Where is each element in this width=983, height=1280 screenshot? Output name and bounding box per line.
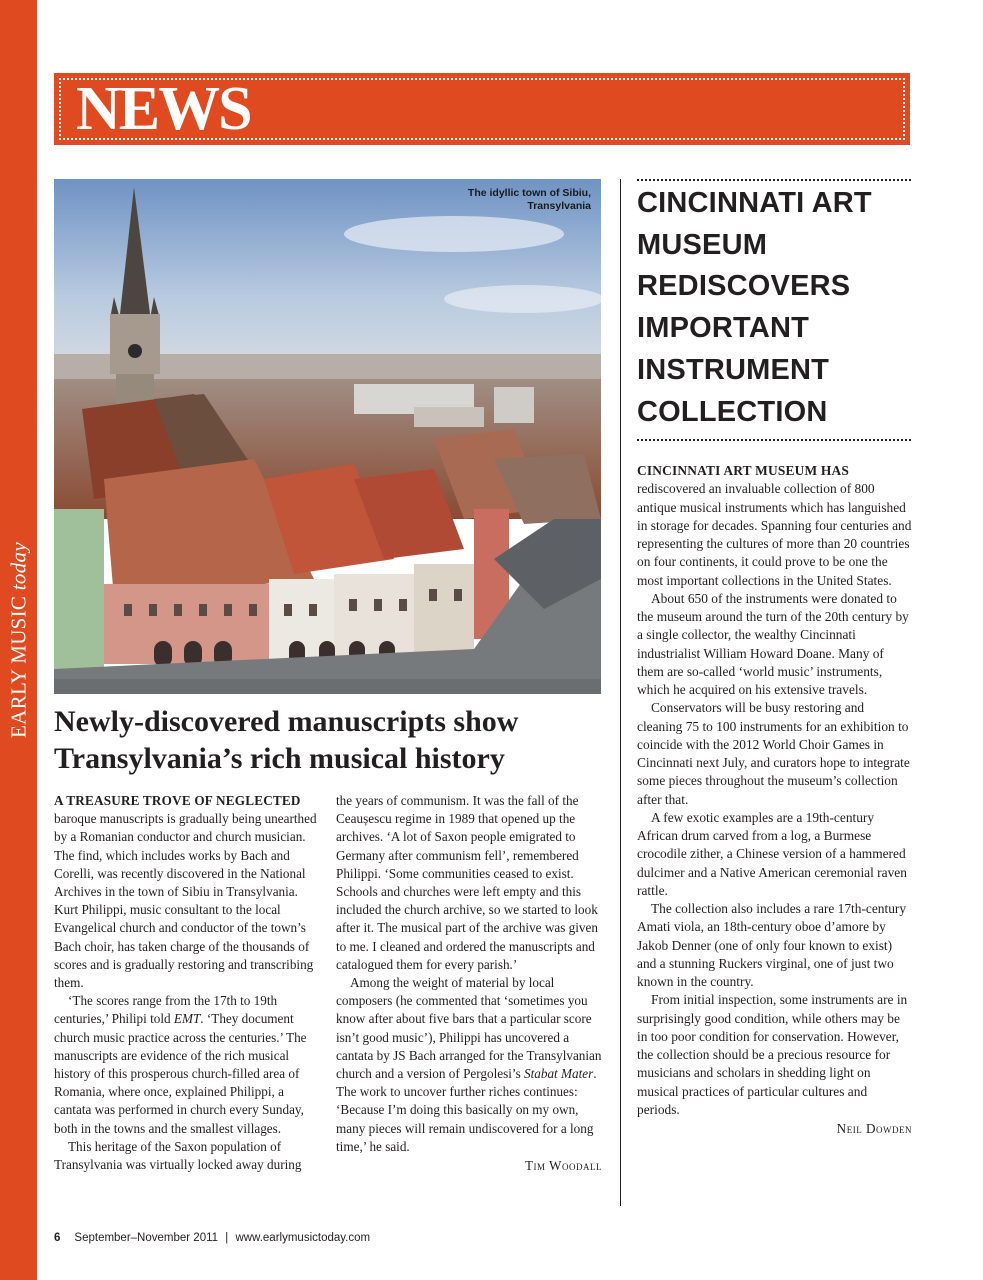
column-divider [620,179,621,1206]
dotted-rule-top [637,179,911,181]
paragraph [54,792,318,992]
lead-in: A TREASURE TROVE OF NEGLECTED [54,793,301,808]
news-banner [54,73,910,145]
paragraph-text: ‘The scores range from the 17th to 19th centuries,’ Philipi told [54,993,278,1027]
dotted-rule-bottom [637,439,911,441]
sibiu-town-illustration [54,179,601,694]
paragraph-text: This heritage of the Saxon population of Transylvania was virtually locked away during [54,1138,302,1173]
issue-date: September–November 2011 [74,1232,219,1244]
page-number: 6 [54,1232,61,1244]
website-link[interactable]: www.earlymusictoday.com [235,1232,371,1244]
paragraph-text: . The work to uncover further riches continues: ‘Because I’m doing this basically on my own, many pieces will remain undiscovered for a long time,’ he said. [336,1066,597,1154]
paragraph [637,462,912,590]
paragraph-text: rediscovered an invaluable collection of 800 antique musical instruments which has languished in storage for decades. Spanning four centuries and representing the cultures of more than 20 countries on four continents, it could prove to be one the most important collections in the United States. [637,481,912,588]
main-headline: Newly-discovered manuscripts show Transylvania’s rich musical history [54,705,519,775]
paragraph: A few exotic examples are a 19th-century African drum carved from a log, a Burmese crocodile zither, a Chinese version of a hammered dulcimer and a Native American ceremonial raven rattle. [637,809,907,898]
paragraph-text: the years of communism. It was the fall of the Ceaușescu regime in 1989 that opened up the archives. ‘A lot of Saxon people emigrated to Germany after communism fell’, remembered Philippi. ‘Some communities ceased to exist. Schools and churches were left empty and this included the church archive, so we started to look after it. The musical part of the archive was given to me. I cleaned and ordered the manuscripts and catalogued them for every parish.’ [336,793,598,972]
paragraph-text: . ‘They document church music practice across the centuries.’ The manuscripts are evidence of the rich musical history of this prosperous church-filled area of Romania, where once, explained Philippi, a cantata was performed in church every Sunday, both in the towns and the smallest villages. [54,1011,307,1136]
lead-in: CINCINNATI ART MUSEUM HAS [637,463,849,478]
paragraph [54,992,318,1138]
paragraph-text: Among the weight of material by local composers (he commented that ‘sometimes you know after about five bars that a particular score isn’t good music’), Philippi has uncovered a cantata by JS Bach arranged for the Transylvanian church and a version of Pergolesi’s [336,975,602,1082]
work-title: Stabat Mater [524,1066,594,1082]
byline: Neil Dowden [836,1121,912,1136]
footer-separator: | [225,1232,229,1244]
section-title: NEWS [76,75,251,143]
side-article-column [637,462,912,1138]
paragraph: The collection also includes a rare 17th-century Amati viola, an 18th-century oboe d’amore by Jakob Denner (one of only four known to exist) and a stunning Ruckers virginal, one of just two known in the country. [637,901,907,989]
paragraph [54,1138,318,1174]
sidebar-label-main: EARLY MUSIC [6,590,31,738]
sibiu-photo [54,179,601,694]
page-footer [54,1232,370,1244]
publication-sidebar-label [7,542,32,738]
magazine-abbrev: EMT [173,1011,201,1027]
paragraph-text: baroque manuscripts is gradually being unearthed by a Romanian conductor and church musician. The find, which includes works by Bach and Corelli, was recently discovered in the National Archives in the town of Sibiu in Transylvania. Kurt Philippi, music consultant to the local Evangelical church and conductor of the town’s Bach choir, has taken charge of the thousands of scores and is gradually restoring and transcribing them. [54,811,317,991]
paragraph [336,792,602,974]
main-article-column-2 [336,792,602,1175]
byline: Tim Woodall [524,1158,602,1174]
photo-caption: The idyllic town of Sibiu, Transylvania [467,187,591,212]
paragraph: About 650 of the instruments were donated to the museum around the turn of the 20th century by a single collector, the wealthy Cincinnati industrialist William Howard Doane. Many of them are so-called ‘world music’ instruments, which he acquired on his extensive travels. [637,590,909,697]
side-headline: CINCINNATI ART MUSEUM REDISCOVERS IMPORTANT INSTRUMENT COLLECTION [637,187,872,428]
paragraph: From initial inspection, some instruments are in surprisingly good condition, while others may be in too poor condition for conservation. However, the collection should be a precious resource for musicians and scholars in shedding light on musical practices of particular cultures and periods. [637,992,908,1117]
paragraph [336,974,602,1156]
main-article-column-1 [54,792,318,1174]
paragraph: Conservators will be busy restoring and cleaning 75 to 100 instruments for an exhibition to coincide with the 2012 World Choir Games in Cincinnati next July, and curators hope to integrate some pieces throughout the museum’s collection after that. [637,700,910,807]
sidebar-label-italic: today [6,542,31,591]
